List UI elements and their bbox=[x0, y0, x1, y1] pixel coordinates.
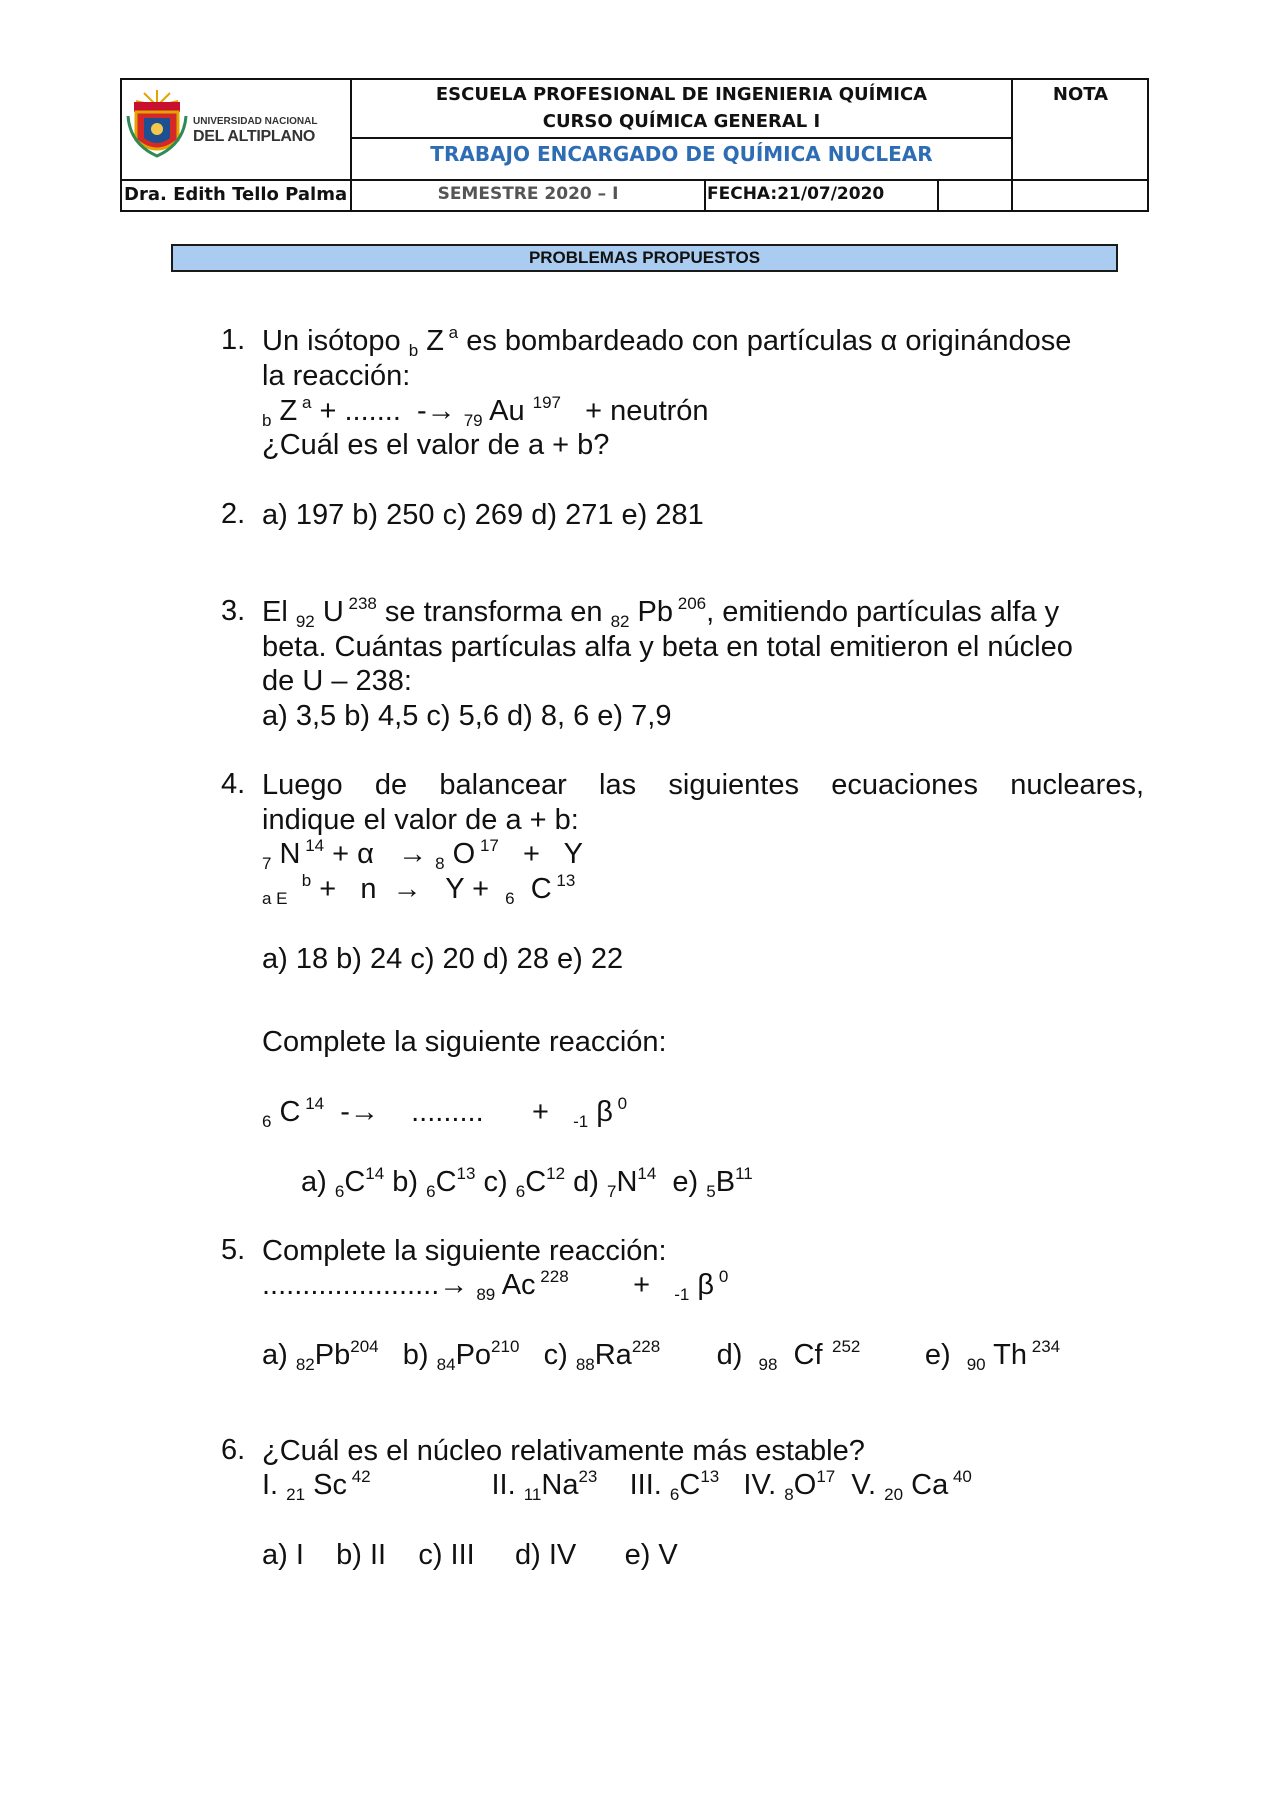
q3-line3: de U – 238: bbox=[262, 665, 412, 697]
question-number: 1. bbox=[221, 324, 246, 356]
q4-reaction: $_6$ C $^{14}$ -→ ......... + $_{-1}$ β $^0$ bbox=[262, 1094, 628, 1131]
q4-reaction-options: a) $_6C^{14}$ b) $_6C^{13}$ c) $_6C^{12}$ d) $_7N^{14}$ e) $_5B^{11}$ bbox=[301, 1164, 753, 1201]
divider bbox=[704, 179, 706, 211]
question-number: 6. bbox=[221, 1434, 246, 1466]
q6-items: I. $_{21}$ Sc $^{42}$ II. $_{11}Na^{23}$ III. $_6C^{13}$ IV. $_8O^{17}$ V. $_{20}$ Ca $^{40}$ bbox=[262, 1467, 972, 1504]
university-crest-icon bbox=[126, 86, 188, 166]
section-banner: PROBLEMAS PROPUESTOS bbox=[171, 244, 1118, 272]
q6-options: a) I b) II c) III d) IV e) V bbox=[262, 1539, 678, 1571]
date: FECHA:21/07/2020 bbox=[707, 184, 885, 204]
university-name-line2: DEL ALTIPLANO bbox=[193, 128, 316, 145]
q1-reaction: $_b$ Z $^a$ + ....... -→ $_{79}$ Au $^{197}$ + neutrón bbox=[262, 393, 709, 430]
university-logo bbox=[126, 86, 326, 166]
assignment-title: TRABAJO ENCARGADO DE QUÍMICA NUCLEAR bbox=[430, 142, 933, 166]
q3-options: a) 3,5 b) 4,5 c) 5,6 d) 8, 6 e) 7,9 bbox=[262, 700, 672, 732]
question-number: 3. bbox=[221, 595, 246, 627]
divider bbox=[350, 137, 1013, 139]
q1-line2: la reacción: bbox=[262, 360, 411, 392]
school-name: ESCUELA PROFESIONAL DE INGENIERIA QUÍMICA bbox=[435, 84, 928, 105]
course-name: CURSO QUÍMICA GENERAL I bbox=[542, 111, 821, 132]
divider bbox=[937, 179, 939, 211]
question-number: 2. bbox=[221, 498, 246, 530]
semester: SEMESTRE 2020 – I bbox=[437, 184, 619, 204]
q4-equation2: $_{a E}$ $^b$ + n → Y + $_6$ C $^{13}$ bbox=[262, 871, 576, 908]
q6-line1: ¿Cuál es el núcleo relativamente más estable? bbox=[262, 1435, 865, 1467]
q5-options: a) $_{82}Pb^{204}$ b) $_{84}Po^{210}$ c) $_{88}Ra^{228}$ d) $_{98}$ Cf $^{252}$ e) $_{90}$ Th $^{234}$ bbox=[262, 1337, 1061, 1374]
q4-line2: indique el valor de a + b: bbox=[262, 804, 579, 836]
header-table bbox=[120, 78, 1149, 212]
q4-complete-label: Complete la siguiente reacción: bbox=[262, 1026, 667, 1058]
q1-line1: Un isótopo $_b$ Z $^a$ es bombardeado con partículas α originándose bbox=[262, 323, 1072, 360]
q4-line1: Luego de balancear las siguientes ecuaciones nucleares, bbox=[262, 769, 1144, 801]
q2-options: a) 197 b) 250 c) 269 d) 271 e) 281 bbox=[262, 499, 704, 531]
q4-equation1: $_7$ N $^{14}$ + α → $_8$ O $^{17}$ + Y bbox=[262, 836, 583, 873]
question-number: 4. bbox=[221, 768, 246, 800]
question-number: 5. bbox=[221, 1234, 246, 1266]
q5-line1: Complete la siguiente reacción: bbox=[262, 1235, 667, 1267]
teacher-name: Dra. Edith Tello Palma bbox=[124, 184, 348, 205]
grade-label: NOTA bbox=[1052, 84, 1109, 105]
q1-question: ¿Cuál es el valor de a + b? bbox=[262, 429, 610, 461]
q5-reaction: ......................→ $_{89}$ Ac $^{228}$ + $_{-1}$ β $^0$ bbox=[262, 1267, 729, 1304]
university-name-line1: UNIVERSIDAD NACIONAL bbox=[193, 116, 318, 127]
q4-options: a) 18 b) 24 c) 20 d) 28 e) 22 bbox=[262, 943, 624, 975]
divider bbox=[122, 179, 1148, 181]
q3-line2: beta. Cuántas partículas alfa y beta en total emitieron el núcleo bbox=[262, 631, 1073, 663]
q3-line1: El $_{92}$ U $^{238}$ se transforma en $_{82}$ Pb $^{206}$, emitiendo partículas alfa y bbox=[262, 594, 1060, 631]
